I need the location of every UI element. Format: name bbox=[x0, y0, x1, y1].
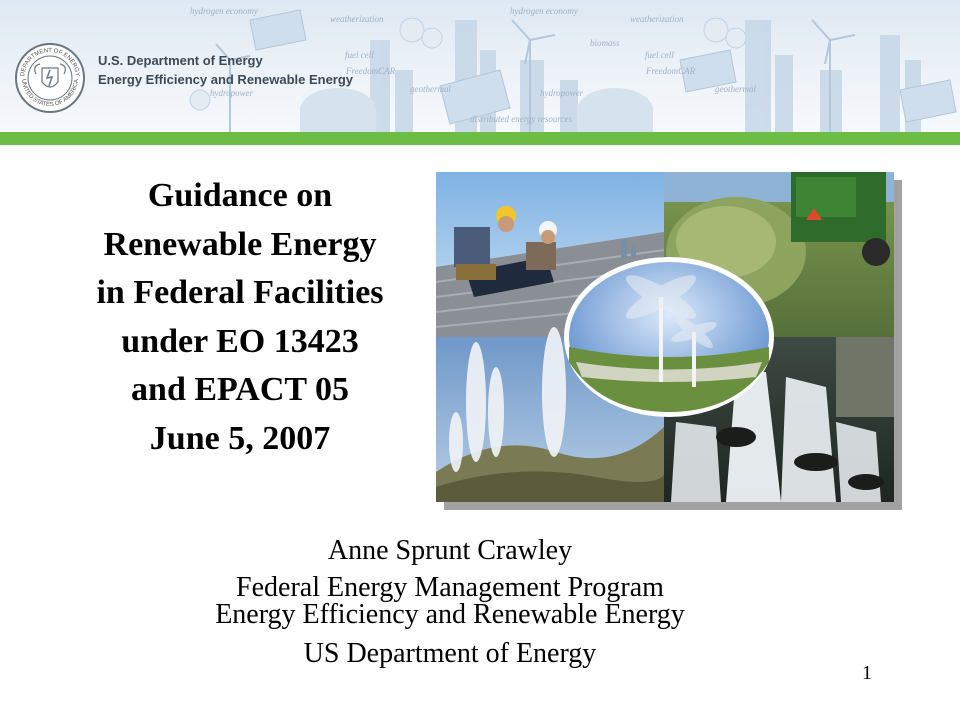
header-accent-bar bbox=[0, 132, 960, 145]
title-line: Guidance on bbox=[147, 177, 333, 214]
header-word: FreedomCAR bbox=[646, 66, 696, 76]
slide-number: 1 bbox=[862, 662, 872, 684]
header-word: geothermal bbox=[715, 84, 756, 94]
title-line: under EO 13423 bbox=[121, 322, 359, 360]
header-word: hydrogen economy bbox=[190, 6, 258, 16]
header-word: hydropower bbox=[210, 88, 254, 98]
presenter-info bbox=[130, 531, 770, 674]
title-line: in Federal Facilities bbox=[96, 274, 384, 311]
header-word: hydropower bbox=[540, 88, 584, 98]
presenter-office: Energy Efficiency and Renewable Energy bbox=[215, 599, 685, 630]
svg-text:DEPARTMENT OF ENERGY: DEPARTMENT OF ENERGY bbox=[19, 47, 80, 77]
header-word: hydrogen economy bbox=[510, 6, 578, 16]
agency-name bbox=[98, 53, 353, 87]
header-word: FreedomCAR bbox=[346, 66, 396, 76]
header-word: fuel cell bbox=[345, 50, 374, 60]
renewable-energy-collage bbox=[436, 172, 902, 510]
wind-turbines-photo bbox=[564, 257, 774, 417]
svg-text:UNITED STATES OF AMERICA: UNITED STATES OF AMERICA bbox=[19, 78, 81, 109]
doe-seal-icon bbox=[14, 42, 86, 114]
agency-line-department: U.S. Department of Energy bbox=[98, 53, 263, 68]
presenter-name: Anne Sprunt Crawley bbox=[327, 535, 573, 566]
header-word: weatherization bbox=[330, 14, 384, 24]
presenter-department: US Department of Energy bbox=[303, 638, 597, 669]
agency-line-office: Energy Efficiency and Renewable Energy bbox=[98, 72, 354, 87]
presenter-program: Federal Energy Management Program bbox=[236, 572, 664, 603]
title-line: Renewable Energy bbox=[103, 225, 377, 263]
title-line: and EPACT 05 bbox=[131, 371, 349, 408]
header-banner bbox=[0, 0, 960, 132]
slide-title bbox=[40, 172, 440, 463]
header-word: biomass bbox=[590, 38, 620, 48]
title-line: June 5, 2007 bbox=[149, 419, 331, 457]
header-word: distributed energy resources bbox=[470, 114, 572, 124]
header-word: fuel cell bbox=[645, 50, 674, 60]
header-word: geothermal bbox=[410, 84, 451, 94]
header-word: weatherization bbox=[630, 14, 684, 24]
